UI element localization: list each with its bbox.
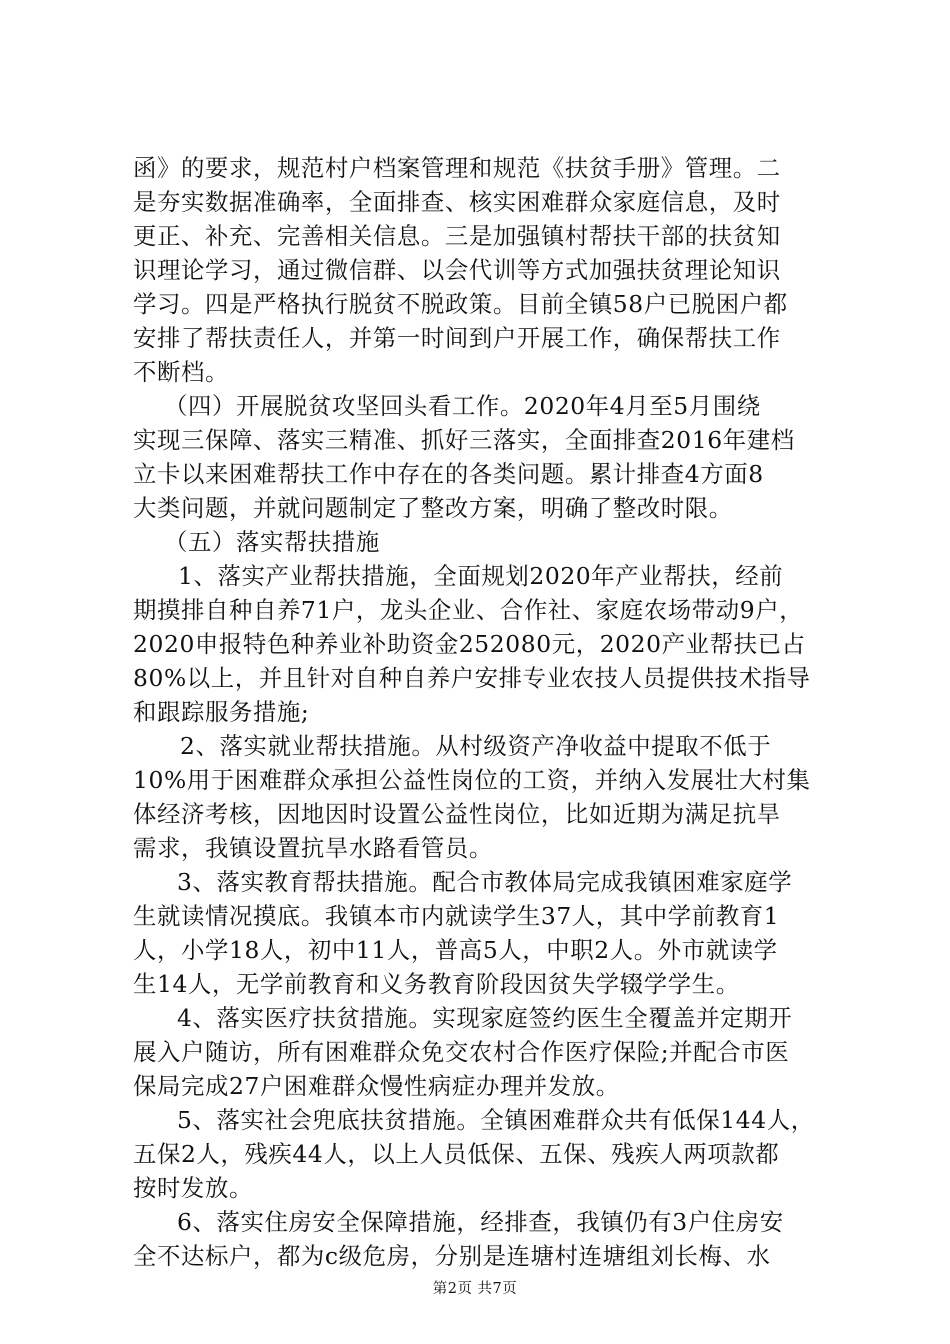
text-line: 保局完成27户困难群众慢性病症办理并发放。 [133,1072,620,1100]
text-line: 安排了帮扶责任人，并第一时间到户开展工作，确保帮扶工作 [133,324,781,352]
text-line: 更正、补充、完善相关信息。三是加强镇村帮扶干部的扶贫知 [133,222,781,250]
text-line: 不断档。 [133,358,229,386]
text-line: 期摸排自种自养71户，龙头企业、合作社、家庭农场带动9户， [133,596,804,624]
page-number-footer: 第2页 共7页 [432,1281,518,1297]
list-item-start: 5、落实社会兜底扶贫措施。全镇困难群众共有低保144人， [177,1106,815,1134]
text-line: 体经济考核，因地因时设置公益性岗位，比如近期为满足抗旱 [133,800,781,828]
text-line: 五保2人，残疾44人，以上人员低保、五保、残疾人两项款都 [133,1140,780,1168]
text-line: 10%用于困难群众承担公益性岗位的工资，并纳入发展壮大村集 [133,766,811,794]
text-line: 80%以上，并且针对自种自养户安排专业农技人员提供技术指导 [133,664,811,692]
text-line: 大类问题，并就问题制定了整改方案，明确了整改时限。 [133,494,733,522]
list-item-start: 2、落实就业帮扶措施。从村级资产净收益中提取不低于 [180,732,772,760]
text-line: 立卡以来困难帮扶工作中存在的各类问题。累计排查4方面8 [133,460,764,488]
text-line: 2020申报特色种养业补助资金252080元，2020产业帮扶已占 [133,630,806,658]
list-item-start: 1、落实产业帮扶措施，全面规划2020年产业帮扶，经前 [178,562,784,590]
text-line: 实现三保障、落实三精准、抓好三落实，全面排查2016年建档 [133,426,795,454]
list-item-start: 6、落实住房安全保障措施，经排查，我镇仍有3户住房安 [177,1208,784,1236]
text-line: 人，小学18人，初中11人，普高5人，中职2人。外市就读学 [133,936,778,964]
section-heading: （五）落实帮扶措施 [164,528,380,556]
text-line: 识理论学习，通过微信群、以会代训等方式加强扶贫理论知识 [133,256,781,284]
text-line: 全不达标户，都为c级危房，分别是连塘村连塘组刘长梅、水 [133,1242,771,1270]
text-line: 学习。四是严格执行脱贫不脱政策。目前全镇58户已脱困户都 [133,290,788,318]
text-line: 和跟踪服务措施; [133,698,310,726]
section-heading: （四）开展脱贫攻坚回头看工作。2020年4月至5月围绕 [164,392,761,420]
text-line: 需求，我镇设置抗旱水路看管员。 [133,834,493,862]
text-line: 函》的要求，规范村户档案管理和规范《扶贫手册》管理。二 [133,154,781,182]
text-line: 按时发放。 [133,1174,253,1202]
text-line: 展入户随访，所有困难群众免交农村合作医疗保险;并配合市医 [133,1038,790,1066]
list-item-start: 3、落实教育帮扶措施。配合市教体局完成我镇困难家庭学 [177,868,793,896]
text-line: 生14人，无学前教育和义务教育阶段因贫失学辍学学生。 [133,970,740,998]
text-line: 是夯实数据准确率，全面排查、核实困难群众家庭信息，及时 [133,188,781,216]
list-item-start: 4、落实医疗扶贫措施。实现家庭签约医生全覆盖并定期开 [177,1004,793,1032]
text-line: 生就读情况摸底。我镇本市内就读学生37人，其中学前教育1 [133,902,780,930]
